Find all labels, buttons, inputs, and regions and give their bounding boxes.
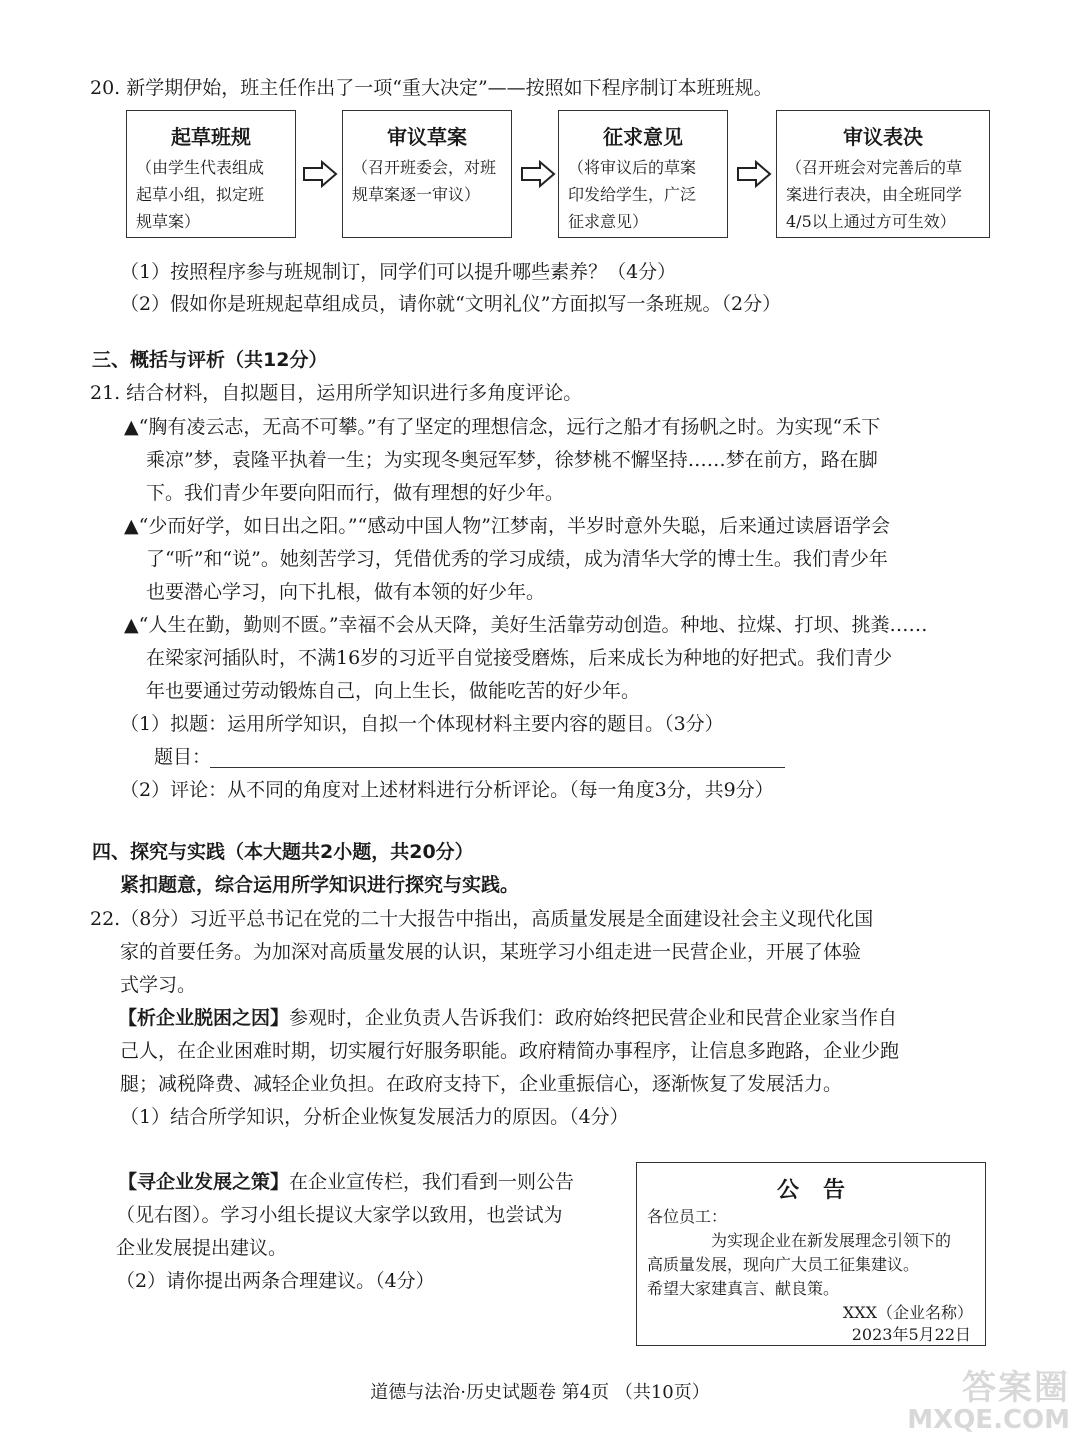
step-title: 审议草案 xyxy=(387,125,467,149)
q20-sub2: （2）假如你是班规起草组成员，请你就“文明礼仪”方面拟写一条班规。（2分） xyxy=(120,293,782,315)
q20-sub1: （1）按照程序参与班规制订，同学们可以提升哪些素养？（4分） xyxy=(120,261,677,283)
notice-box xyxy=(636,1162,986,1346)
part1-text: 参观时，企业负责人告诉我们：政府始终把民营企业和民营企业家当作自 xyxy=(289,1007,898,1029)
flow-step-consult xyxy=(558,110,728,238)
q21-material-line: 也要潜心学习，向下扎根，做有本领的好少年。 xyxy=(146,581,546,603)
q21-material-line: 乘凉”梦，袁隆平执着一生；为实现冬奥冠军梦，徐梦桃不懈坚持……梦在前方，路在脚 xyxy=(146,449,878,471)
part2-tag: 【寻企业发展之策】 xyxy=(118,1171,290,1193)
step-desc-line: （由学生代表组成 xyxy=(136,158,265,177)
topic-label: 题目： xyxy=(154,746,212,768)
q21-material-line: 了“听”和“说”。她刻苦学习，凭借优秀的学习成绩，成为清华大学的博士生。我们青少年 xyxy=(146,548,888,570)
q22-line: 家的首要任务。为加深对高质量发展的认识，某班学习小组走进一民营企业，开展了体验 xyxy=(120,941,862,963)
step-desc-line: 案进行表决，由全班同学 xyxy=(786,185,963,204)
q21-stem: 21. 结合材料，自拟题目，运用所学知识进行多角度评论。 xyxy=(90,382,583,404)
part2-text: 在企业宣传栏，我们看到一则公告 xyxy=(289,1171,575,1193)
right-arrow-icon xyxy=(302,160,338,188)
q22-part1-line: 腿；减税降费、减轻企业负担。在政府支持下，企业重振信心，逐渐恢复了发展活力。 xyxy=(120,1073,843,1095)
q21-material-line: ▲“少而好学，如日出之阳。”“感动中国人物”江梦南，半岁时意外失聪，后来通过读唇语学会 xyxy=(124,515,890,537)
right-arrow-icon xyxy=(736,160,772,188)
q21-material-line: ▲“胸有凌云志，无高不可攀。”有了坚定的理想信念，远行之船才有扬帆之时。为实现“禾下 xyxy=(124,416,881,438)
q22-part2-line: （见右图）。学习小组长提议大家学以致用，也尝试为 xyxy=(116,1204,563,1226)
flow-step-draft xyxy=(126,110,296,238)
step-desc-line: （召开班会对完善后的草 xyxy=(786,158,963,177)
notice-title: 公告 xyxy=(776,1178,869,1203)
q21-sub1: （1）拟题：运用所学知识，自拟一个体现材料主要内容的题目。（3分） xyxy=(120,713,724,735)
watermark-bottom: MXQE.COM xyxy=(907,1405,1070,1435)
watermark-logo xyxy=(907,1360,1070,1435)
page-footer: 道德与法治·历史试题卷 第4页 （共10页） xyxy=(370,1382,710,1403)
q21-material-line: 在梁家河插队时，不满16岁的习近平自觉接受磨炼，后来成长为种地的好把式。我们青少 xyxy=(146,647,893,669)
notice-date: 2023年5月22日 xyxy=(851,1325,971,1344)
right-arrow-icon xyxy=(520,160,556,188)
step-desc-line: 印发给学生，广泛 xyxy=(568,185,697,204)
q22-line: 式学习。 xyxy=(120,974,197,996)
section4-instruction: 紧扣题意，综合运用所学知识进行探究与实践。 xyxy=(120,874,520,896)
flow-step-vote xyxy=(776,110,990,238)
q22-part1-first-line xyxy=(118,1004,897,1032)
flow-step-review xyxy=(342,110,512,238)
step-title: 起草班规 xyxy=(171,125,251,149)
notice-body-line: 为实现企业在新发展理念引领下的 xyxy=(711,1231,952,1250)
step-title: 征求意见 xyxy=(603,125,683,149)
q21-material-line: ▲“人生在勤，勤则不匮。”幸福不会从天降，美好生活靠劳动创造。种地、拉煤、打坝、挑粪…… xyxy=(124,614,928,636)
part1-tag: 【析企业脱困之因】 xyxy=(118,1007,290,1029)
section4-heading: 四、探究与实践（本大题共2小题，共20分） xyxy=(92,841,474,863)
step-desc-line: （将审议后的草案 xyxy=(568,158,697,177)
q22-part1-line: 己人，在企业困难时期，切实履行好服务职能。政府精简办事程序，让信息多跑路，企业少跑 xyxy=(120,1040,900,1062)
q21-material-line: 下。我们青少年要向阳而行，做有理想的好少年。 xyxy=(146,482,565,504)
notice-body-line: 高质量发展，现向广大员工征集建议。 xyxy=(647,1255,920,1274)
topic-answer-line[interactable] xyxy=(210,767,785,768)
q22-sub2: （2）请你提出两条合理建议。（4分） xyxy=(116,1270,435,1292)
step-desc-line: 起草小组，拟定班 xyxy=(136,185,265,204)
watermark-top: 答案圈 xyxy=(962,1368,1070,1408)
q22-part2-line: 企业发展提出建议。 xyxy=(116,1237,288,1259)
step-desc-line: 征求意见） xyxy=(568,212,649,231)
q22-part2-first-line xyxy=(118,1168,574,1196)
q22-line: 22.（8分）习近平总书记在党的二十大报告中指出，高质量发展是全面建设社会主义现代化国 xyxy=(90,908,874,930)
q21-material-line: 年也要通过劳动锻炼自己，向上生长，做能吃苦的好少年。 xyxy=(146,680,641,702)
step-desc-line: （召开班委会，对班 xyxy=(352,158,497,177)
step-desc-line: 4/5以上通过方可生效） xyxy=(786,212,956,231)
notice-body-line: 希望大家建真言、献良策。 xyxy=(647,1279,840,1298)
step-title: 审议表决 xyxy=(843,125,923,149)
q21-sub2: （2）评论：从不同的角度对上述材料进行分析评论。（每一角度3分，共9分） xyxy=(120,779,774,801)
step-desc-line: 规草案逐一审议） xyxy=(352,185,481,204)
q20-stem: 20. 新学期伊始，班主任作出了一项“重大决定”——按照如下程序制订本班班规。 xyxy=(90,77,773,99)
step-desc-line: 规草案） xyxy=(136,212,201,231)
q22-sub1: （1）结合所学知识，分析企业恢复发展活力的原因。（4分） xyxy=(120,1106,629,1128)
notice-signature: XXX（企业名称） xyxy=(842,1303,973,1322)
notice-salutation: 各位员工： xyxy=(647,1207,728,1226)
section3-heading: 三、概括与评析（共12分） xyxy=(92,349,328,371)
